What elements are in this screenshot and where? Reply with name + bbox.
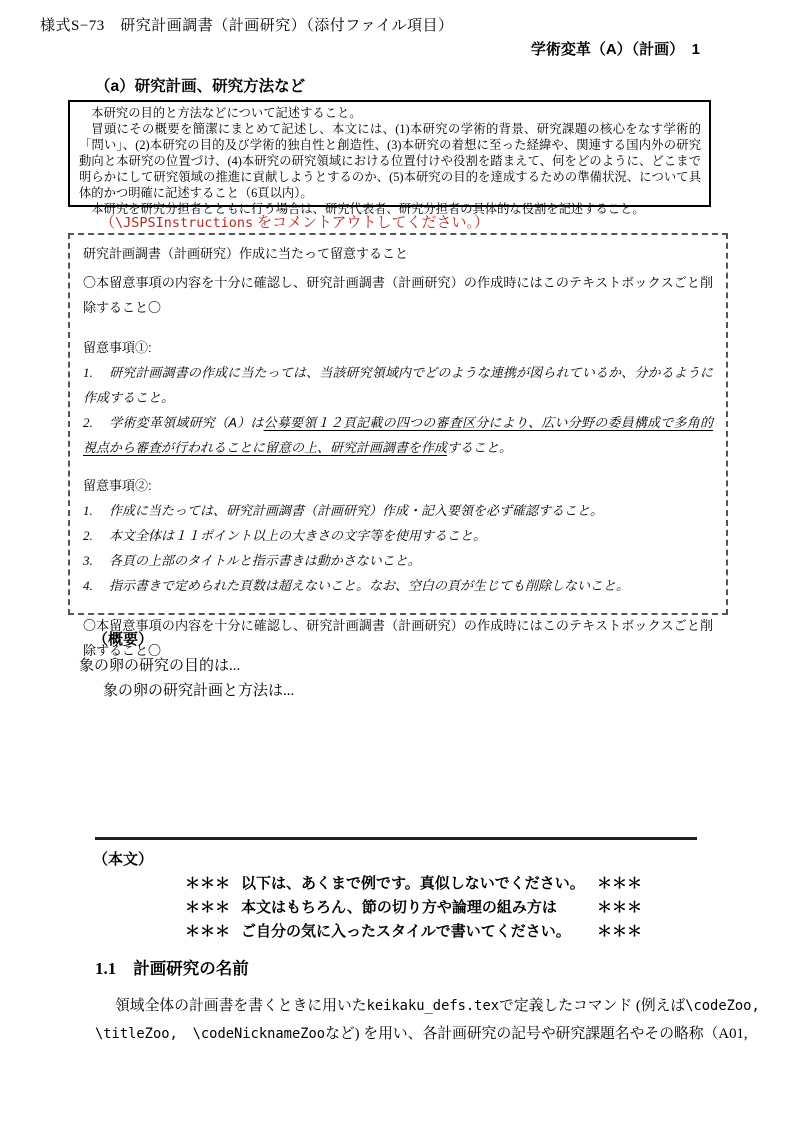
- section-heading: [95, 955, 249, 979]
- notice-item: [83, 360, 713, 410]
- section-number: 1.1: [95, 959, 117, 978]
- body-paragraph-line-1: 領域全体の計画書を書くときに用いたkeikaku_defs.texで定義したコマンド (例えば\codeZoo,: [115, 998, 760, 1014]
- star-right: ＊＊＊: [597, 899, 643, 916]
- category-page-header: 学術変革（A）（計画） 1: [530, 41, 700, 58]
- instruction-paragraph-1: 本研究の目的と方法などについて記述すること。: [91, 106, 362, 120]
- body-paragraph-line-2: \titleZoo, \codeNicknameZooなど) を用い、各計画研究の記号や研究課題名やその略称（A01,: [95, 1026, 748, 1042]
- item-number: 1.: [83, 503, 93, 518]
- item-text: 指示書きで定められた頁数は超えないこと。なお、空白の頁が生じても削除しないこと。: [109, 578, 630, 593]
- item-number: 2.: [83, 415, 93, 430]
- notice-item: [83, 573, 713, 598]
- body-label: （本文）: [93, 851, 154, 868]
- form-number-header: 様式S−73 研究計画調書（計画研究）（添付ファイル項目）: [40, 18, 454, 34]
- star-left: ＊＊＊: [185, 899, 231, 916]
- instruction-paragraph-3: 本研究を研究分担者とともに行う場合は、研究代表者、研究分担者の具体的な役割を記述すること。: [91, 202, 645, 216]
- overview-line-2: 象の卵の研究計画と方法は...: [103, 683, 295, 699]
- notice-item: [83, 523, 713, 548]
- section-a-title: （a）研究計画、研究方法など: [95, 78, 306, 95]
- notice-section2-label: 留意事項②:: [83, 478, 152, 493]
- item-number: 3.: [83, 553, 93, 568]
- notice-section1-label: 留意事項①:: [83, 340, 152, 355]
- item-number: 2.: [83, 528, 93, 543]
- instruction-paragraph-2: 冒頭にその概要を簡潔にまとめて記述し、本文には、(1)本研究の学術的背景、研究課題の核心をなす学術的「問い」、(2)本研究の目的及び学術的独自性と創造性、(3)本研究の着想に至った経緯や、関連する国内外の研究動向と本研究の位置づけ、(4)本研究の研究領域における位置付けや役割を踏まえて、何をどのように、どこまで明らかにして研究領域の推進に貢献しようとするのか、(5)本研究の目的を達成するための準備状況、について具体的かつ明確に記述すること（6頁以内）。: [79, 122, 701, 200]
- item-text: 研究計画調書の作成に当たっては、当該研究領域内でどのような連携が図られているか、分かるように作成すること。: [83, 365, 713, 405]
- instruction-box: [68, 100, 711, 216]
- section-title: 計画研究の名前: [133, 960, 249, 978]
- overview-label: （概要）: [93, 631, 154, 648]
- example-block: [185, 872, 645, 944]
- item-number: 4.: [83, 578, 93, 593]
- item-text: 学術変革領域研究（A）は公募要領１２頁記載の四つの審査区分により、広い分野の委員構成で多角的視点から審査が行われることに留意の上、研究計画調書を作成すること。: [83, 415, 713, 455]
- notice-item: [83, 498, 713, 523]
- overview-line-1: 象の卵の研究の目的は...: [79, 658, 241, 674]
- notice-warning-top: 〇本留意事項の内容を十分に確認し、研究計画調書（計画研究）の作成時にはこのテキストボックスごと削除すること〇: [83, 275, 713, 315]
- example-text: 本文はもちろん、節の切り方や論理の組み方は: [241, 899, 557, 916]
- item-number: 1.: [83, 365, 93, 380]
- example-text: ご自分の気に入ったスタイルで書いてください。: [241, 923, 571, 940]
- notice-item: [83, 548, 713, 573]
- example-row: [185, 872, 645, 896]
- example-row: [185, 896, 645, 920]
- item-text: 作成に当たっては、研究計画調書（計画研究）作成・記入要領を必ず確認すること。: [109, 503, 604, 518]
- item-text: 本文全体は１１ポイント以上の大きさの文字等を使用すること。: [109, 528, 487, 543]
- notice-title: 研究計画調書（計画研究）作成に当たって留意すること: [83, 246, 409, 261]
- example-text: 以下は、あくまで例です。真似しないでください。: [241, 875, 585, 892]
- notice-warning-bottom: 〇本留意事項の内容を十分に確認し、研究計画調書（計画研究）の作成時にはこのテキストボックスごと削除すること〇: [83, 618, 713, 658]
- star-left: ＊＊＊: [185, 875, 231, 892]
- body-divider: [95, 837, 697, 840]
- example-row: [185, 920, 645, 944]
- star-right: ＊＊＊: [597, 923, 643, 940]
- item-text: 各頁の上部のタイトルと指示書きは動かさないこと。: [109, 553, 421, 568]
- jsps-comment-note: （\JSPSInstructions をコメントアウトしてください。）: [100, 215, 489, 231]
- star-right: ＊＊＊: [597, 875, 643, 892]
- notice-item: [83, 410, 713, 460]
- star-left: ＊＊＊: [185, 923, 231, 940]
